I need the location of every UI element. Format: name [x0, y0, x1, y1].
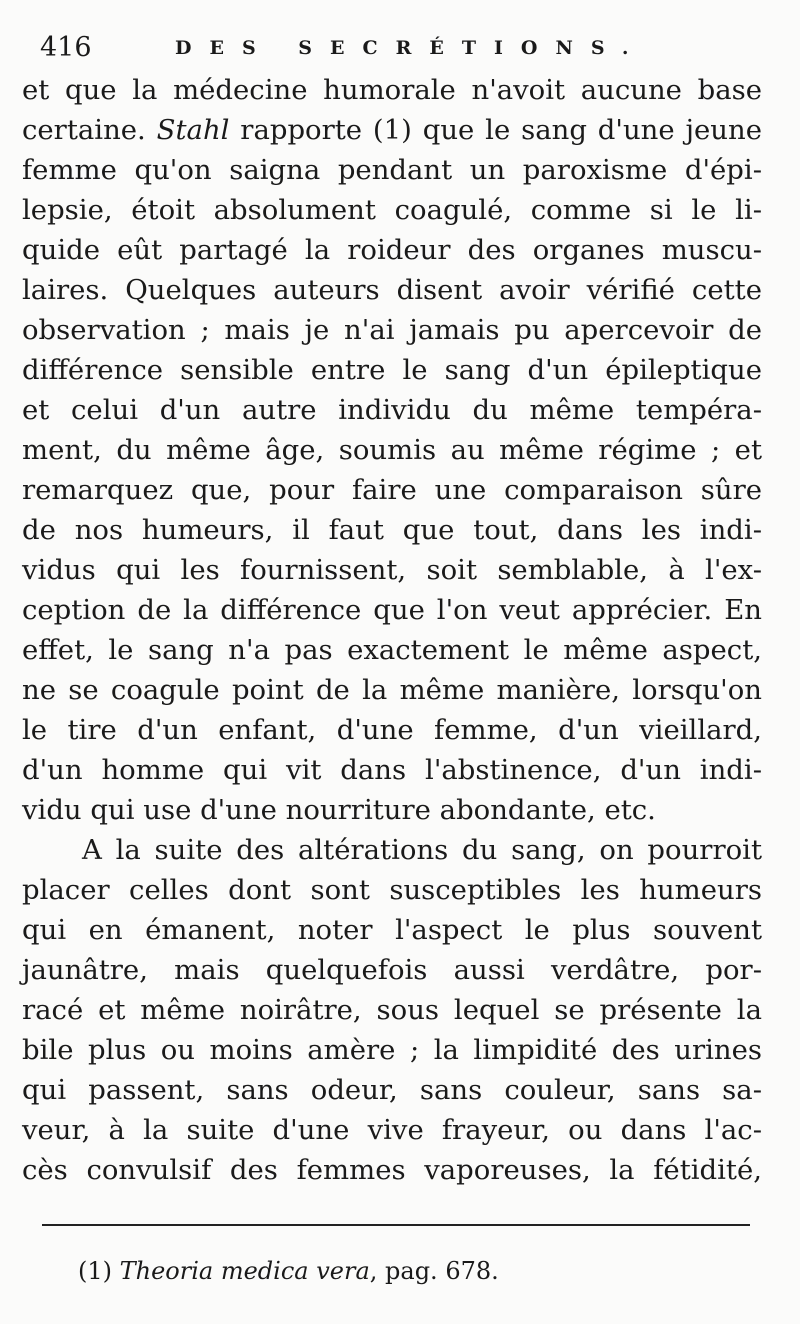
text-fragment: rapporte (1) que le sang d'une jeune — [229, 114, 762, 146]
text-line: ne se coagule point de la même manière, lorsqu'on — [22, 674, 762, 706]
page-number: 416 — [40, 32, 92, 63]
footnote-reference: , pag. 678. — [369, 1257, 499, 1285]
text-line: d'un homme qui vit dans l'abstinence, d'un indi- — [22, 754, 762, 786]
text-line: effet, le sang n'a pas exactement le même aspect, — [22, 634, 762, 666]
footnote-work-title: Theoria medica vera — [119, 1257, 370, 1285]
text-line: femme qu'on saigna pendant un paroxisme d'épi- — [22, 154, 762, 186]
text-line: cès convulsif des femmes vaporeuses, la fétidité, — [22, 1154, 762, 1186]
text-line: laires. Quelques auteurs disent avoir vérifié cette — [22, 274, 762, 306]
text-line: bile plus ou moins amère ; la limpidité des urines — [22, 1034, 762, 1066]
text-line: jaunâtre, mais quelquefois aussi verdâtre, por- — [22, 954, 762, 986]
text-line: et que la médecine humorale n'avoit aucune base — [22, 74, 762, 106]
text-line: vidus qui les fournissent, soit semblable, à l'ex- — [22, 554, 762, 586]
running-head: DES SECRÉTIONS. — [175, 37, 647, 59]
text-line: le tire d'un enfant, d'une femme, d'un vieillard, — [22, 714, 762, 746]
text-line: ception de la différence que l'on veut apprécier. En — [22, 594, 762, 626]
author-name-stahl: Stahl — [156, 114, 230, 146]
footnote-divider — [42, 1224, 750, 1226]
text-line: racé et même noirâtre, sous lequel se présente la — [22, 994, 762, 1026]
text-line: quide eût partagé la roideur des organes muscu- — [22, 234, 762, 266]
text-line: et celui d'un autre individu du même tempéra- — [22, 394, 762, 426]
text-line: qui en émanent, noter l'aspect le plus souvent — [22, 914, 762, 946]
text-fragment: certaine. — [22, 114, 157, 146]
text-line-stahl — [22, 110, 762, 150]
footnote — [78, 1254, 758, 1288]
text-line: lepsie, étoit absolument coagulé, comme si le li- — [22, 194, 762, 226]
text-line: vidu qui use d'une nourriture abondante, etc. — [22, 794, 656, 826]
body-text — [22, 70, 762, 1190]
text-line: placer celles dont sont susceptibles les humeurs — [22, 874, 762, 906]
page-header — [40, 28, 760, 68]
text-line: différence sensible entre le sang d'un épileptique — [22, 354, 762, 386]
text-line: ment, du même âge, soumis au même régime ; et — [22, 434, 762, 466]
text-line-paragraph-start: A la suite des altérations du sang, on pourroit — [82, 834, 762, 866]
footnote-marker: (1) — [78, 1257, 112, 1285]
text-line: qui passent, sans odeur, sans couleur, sans sa- — [22, 1074, 762, 1106]
text-line: observation ; mais je n'ai jamais pu apercevoir de — [22, 314, 762, 346]
text-line: de nos humeurs, il faut que tout, dans les indi- — [22, 514, 762, 546]
text-line: remarquez que, pour faire une comparaison sûre — [22, 474, 762, 506]
text-line: veur, à la suite d'une vive frayeur, ou dans l'ac- — [22, 1114, 762, 1146]
